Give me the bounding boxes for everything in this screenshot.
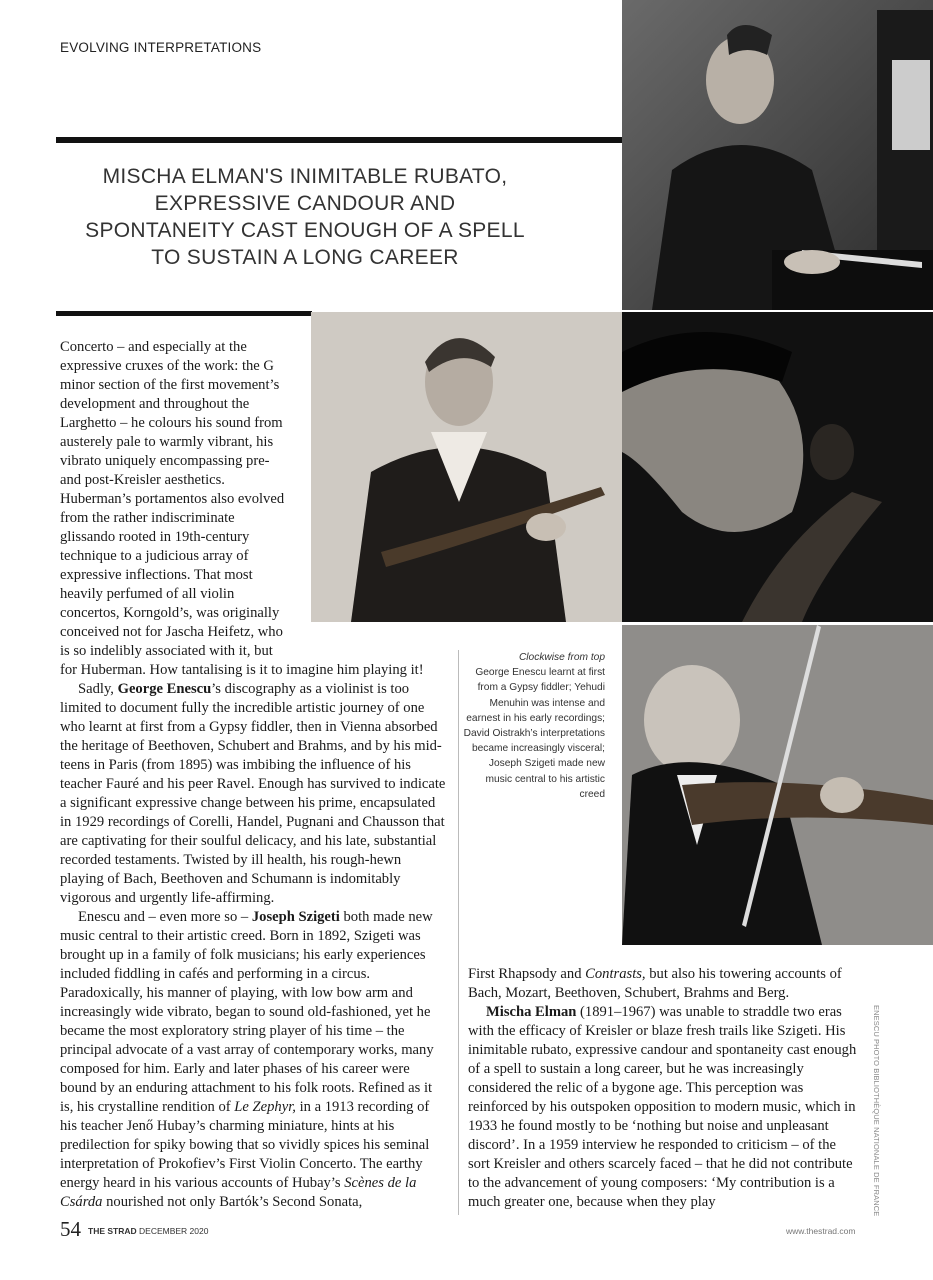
magazine-name: THE STRAD [88, 1226, 137, 1236]
bold-name: Mischa Elman [486, 1004, 577, 1020]
italic-title: Scènes de la Csárda [60, 1175, 417, 1210]
photo-wrap-space [288, 338, 446, 650]
caption-title: Clockwise from top [518, 652, 605, 663]
text-run: nourished not only Bartók’s Second Sonata, [102, 1194, 363, 1210]
pull-quote-headline: MISCHA ELMAN'S INIMITABLE RUBATO, EXPRESSIVE CANDOUR AND SPONTANEITY CAST ENOUGH OF A SPELL TO SUSTAIN A LONG CAREER [85, 165, 525, 269]
issue-date: DECEMBER 2020 [139, 1226, 209, 1236]
body-paragraph [468, 1003, 860, 1212]
bold-name: George Enescu [117, 681, 212, 697]
text-run: (1891–1967) was unable to straddle two eras with the efficacy of Kreisler or blaze fresh trails like Szigeti. His inimitable rubato, expressive candour and spontaneity cast enough of a spell to sustain a long career, but he was increasingly considered the relic of a bygone age. This perception was reinforced by his outspoken opposition to modern music, which in 1933 he found mostly to be ‘nothing but noise and unpleasant discord’. In a 1959 interview he responded to criticism – of the sort Kreisler and others scarcely faced – that he did not contribute to the advancement of young composers: ‘My contribution is a much greater one, because when they play [468, 1004, 857, 1210]
body-paragraph [60, 680, 446, 908]
italic-title: Le Zephyr, [234, 1099, 296, 1115]
photo-szigeti [622, 625, 933, 945]
photo-credit: ENESCU PHOTO BIBLIOTHÈQUE NATIONALE DE FRANCE [872, 1005, 881, 1217]
text-run: Concerto – and especially at the expressive cruxes of the work: the G minor section of the first movement’s development and throughout the Larghetto – he colours his sound from austerely pale to warmly vibrant, his vibrato uniquely encompassing pre- and post-Kreisler aesthetics. Huberman’s portamentos also evolved from the rather indiscriminate glissando rooted in 19th-century technique to a judicious array of expressive inflections. That most heavily perfumed of all violin concertos, Korngold’s, was originally conceived not for Jascha Heifetz, who is so indelibly associated with it, but for Huberman. How tantalising is it to imagine him playing it! [60, 339, 424, 678]
right-body-column [468, 965, 860, 1212]
bold-name: Joseph Szigeti [251, 909, 340, 925]
headline-bottom-rule [56, 311, 312, 316]
column-divider [458, 650, 459, 1215]
photo-caption [462, 650, 605, 802]
footer-magazine [88, 1226, 208, 1236]
text-run: Enescu and – even more so – [78, 909, 252, 925]
left-body-column [60, 338, 446, 1212]
body-paragraph [60, 908, 446, 1212]
page-number: 54 [60, 1217, 81, 1241]
text-run: both made new music central to their artistic creed. Born in 1892, Szigeti was brought up in a family of folk musicians; his early experiences included fiddling in cafés and performing in a circus. Paradoxically, his manner of playing, with low bow arm and increasingly wide vibrato, began to sound old-fashioned, yet he became the most exploratory string player of his time – the principal advocate of a vast array of contemporary works, many composed for him. Early and later phases of his career were bound by an enduring attachment to his folk roots. Refined as it is, his crystalline rendition of [60, 909, 434, 1115]
section-label: EVOLVING INTERPRETATIONS [60, 40, 262, 55]
photo-enescu-piano [622, 0, 933, 310]
headline-top-rule [56, 137, 622, 143]
text-run: in a 1913 recording of his teacher Jenő Hubay’s charming miniature, hints at his predilection for spiky bowing that so vividly spices his seminal interpretation of Prokofiev’s First Violin Concerto. The earthy energy heard in his various accounts of Hubay’s [60, 1099, 430, 1191]
italic-title: Contrasts, [585, 966, 646, 982]
text-run: but also his towering accounts of Bach, Mozart, Beethoven, Schubert, Brahms and Berg. [468, 966, 842, 1001]
text-run: ’s discography as a violinist is too limited to document fully the incredible artistic journey of one who learnt at first from a Gypsy fiddler, then in Vienna absorbed the heritage of Beethoven, Schubert and Brahms, and by his mid-teens in Paris (from 1895) was imbibing the influence of his teacher Fauré and his peer Ravel. Enough has survived to indicate a significant expressive change between his prime, encapsulated in 1929 recordings of Corelli, Handel, Pugnani and Chausson that are captivating for their soulful delicacy, and his late, substantial recorded testaments. Twisted by ill health, his rough-hewn playing of Bach, Beethoven and Schumann is indomitably vigorous and urgently life-affirming. [60, 681, 446, 906]
text-run: First Rhapsody and [468, 966, 586, 982]
body-paragraph [468, 965, 860, 1003]
photo-oistrakh [622, 312, 933, 622]
footer-url[interactable]: www.thestrad.com [786, 1226, 856, 1236]
caption-text: George Enescu learnt at first from a Gypsy fiddler; Yehudi Menuhin was intense and earnest in his early recordings; David Oistrakh’s interpretations became increasingly visceral; Joseph Szigeti made new music central to his artistic creed [463, 667, 605, 800]
text-run: Sadly, [78, 681, 118, 697]
